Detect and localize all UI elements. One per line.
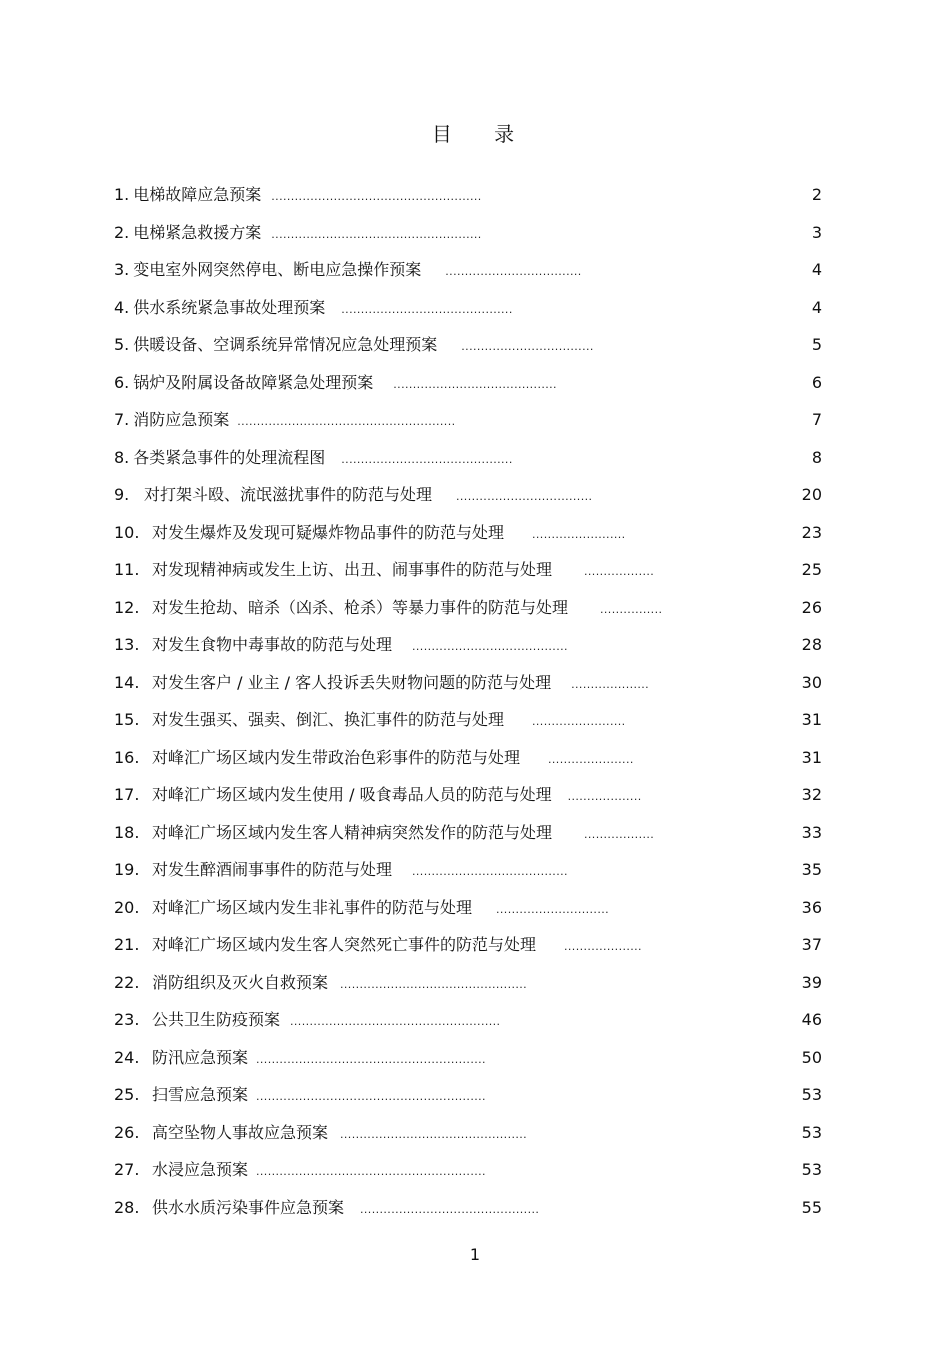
toc-entry[interactable] [114, 701, 822, 739]
toc-entry[interactable] [114, 1151, 822, 1189]
toc-entry[interactable] [114, 1076, 822, 1114]
toc-entry-page: 39 [801, 972, 822, 992]
toc-entry[interactable] [114, 364, 822, 402]
toc-entry-leader: .................. [584, 827, 655, 841]
toc-entry[interactable] [114, 626, 822, 664]
page-title: 目 录 [431, 122, 533, 146]
toc-entry-page: 20 [801, 485, 822, 504]
toc-entry-title: 电梯故障应急预案 [133, 185, 262, 204]
toc-entry[interactable] [114, 776, 822, 814]
toc-entry-page: 53 [801, 1160, 822, 1179]
toc-entry-page: 6 [811, 372, 822, 392]
toc-entry[interactable] [114, 251, 822, 289]
toc-entry-page: 5 [811, 335, 822, 354]
toc-entry-title: 扫雪应急预案 [152, 1085, 249, 1104]
toc-entry-number: 22. [114, 972, 140, 992]
toc-entry-leader: ...................................................... [290, 1015, 501, 1028]
toc-entry-title: 供水水质污染事件应急预案 [152, 1197, 345, 1217]
toc-entry-title: 锅炉及附属设备故障紧急处理预案 [133, 372, 374, 392]
toc-entry-number: 1. [114, 185, 130, 204]
toc-entry-page: 55 [801, 1197, 822, 1217]
toc-entry-leader: ............................................ [341, 302, 513, 316]
toc-entry-page: 7 [811, 410, 822, 429]
toc-entry-leader: ................................... [456, 490, 593, 503]
toc-entry-leader: ........................................................... [256, 1052, 486, 1066]
toc-entry-title: 对发生食物中毒事故的防范与处理 [152, 635, 393, 654]
toc-entry-leader: ................................... [445, 265, 582, 278]
toc-entry-title: 消防应急预案 [133, 410, 230, 429]
toc-entry-leader: .................. [584, 565, 655, 578]
toc-entry-page: 46 [801, 1010, 822, 1029]
toc-entry-number: 25. [114, 1085, 140, 1104]
toc-entry-title: 对发现精神病或发生上访、出丑、闹事事件的防范与处理 [152, 560, 553, 579]
toc-entry-title: 消防组织及灭火自救预案 [152, 972, 329, 992]
toc-entry-number: 8. [114, 447, 130, 467]
toc-entry-title: 对峰汇广场区域内发生带政治色彩事件的防范与处理 [152, 747, 521, 767]
toc-entry-page: 23 [801, 522, 822, 542]
toc-entry-number: 21. [114, 935, 140, 954]
toc-entry-number: 17. [114, 785, 140, 804]
toc-entry[interactable] [114, 589, 822, 627]
toc-entry[interactable] [114, 1114, 822, 1152]
toc-entry-leader: ........................................ [412, 865, 568, 878]
toc-entry-leader: .................... [564, 940, 642, 953]
toc-entry-title: 公共卫生防疫预案 [152, 1010, 281, 1029]
toc-entry-title: 对峰汇广场区域内发生非礼事件的防范与处理 [152, 897, 473, 917]
toc-entry-leader: ........................................................ [237, 415, 456, 428]
toc-entry-leader: ................ [600, 602, 663, 616]
toc-entry-title: 供暖设备、空调系统异常情况应急处理预案 [133, 335, 438, 354]
toc-entry-title: 供水系统紧急事故处理预案 [133, 297, 326, 317]
toc-entry-page: 37 [801, 935, 822, 954]
toc-entry-leader: ................................................ [340, 977, 528, 991]
toc-entry[interactable] [114, 214, 822, 252]
toc-entry[interactable] [114, 964, 822, 1002]
toc-entry[interactable] [114, 176, 822, 214]
toc-entry-page: 31 [801, 747, 822, 767]
toc-entry-title: 电梯紧急救援方案 [133, 222, 262, 242]
toc-entry-number: 16. [114, 747, 140, 767]
toc-entry-title: 对峰汇广场区域内发生使用 / 吸食毒品人员的防范与处理 [152, 785, 552, 804]
toc-entry-number: 14. [114, 672, 140, 692]
toc-entry-number: 18. [114, 822, 140, 842]
toc-entry-title: 水浸应急预案 [152, 1160, 249, 1179]
toc-entry-leader: .......................................... [393, 377, 557, 391]
toc-entry[interactable] [114, 476, 822, 514]
toc-entry-title: 对发生醉酒闹事事件的防范与处理 [152, 860, 393, 879]
toc-entry[interactable] [114, 814, 822, 852]
toc-entry[interactable] [114, 439, 822, 477]
toc-entry-page: 32 [801, 785, 822, 804]
toc-entry-number: 6. [114, 372, 130, 392]
toc-entry-leader: ............................................ [341, 452, 513, 466]
toc-entry-title: 各类紧急事件的处理流程图 [133, 447, 326, 467]
toc-entry-number: 7. [114, 410, 130, 429]
toc-entry-page: 50 [801, 1047, 822, 1067]
toc-entry-number: 28. [114, 1197, 140, 1217]
toc-entry-leader: ................................................ [340, 1127, 528, 1141]
toc-entry[interactable] [114, 326, 822, 364]
toc-entry-leader: ........................ [532, 527, 626, 541]
toc-entry[interactable] [114, 664, 822, 702]
toc-entry-title: 对发生爆炸及发现可疑爆炸物品事件的防范与处理 [152, 522, 505, 542]
toc-entry[interactable] [114, 1039, 822, 1077]
toc-entry-title: 防汛应急预案 [152, 1047, 249, 1067]
toc-entry-number: 4. [114, 297, 130, 317]
toc-entry-number: 11. [114, 560, 140, 579]
toc-entry-leader: ...................................................... [271, 227, 482, 241]
toc-entry-page: 53 [801, 1122, 822, 1142]
toc-entry-number: 2. [114, 222, 130, 242]
toc-entry-page: 31 [801, 710, 822, 729]
toc-entry-title: 对打架斗殴、流氓滋扰事件的防范与处理 [144, 485, 433, 504]
toc-entry-page: 8 [811, 447, 822, 467]
table-of-contents [114, 176, 822, 1226]
toc-entry[interactable] [114, 851, 822, 889]
page-number: 1 [469, 1245, 481, 1264]
toc-entry-page: 33 [801, 822, 822, 842]
toc-entry-number: 20. [114, 897, 140, 917]
toc-entry-leader: ................... [567, 790, 642, 803]
toc-entry-leader: ........................................................... [256, 1090, 486, 1103]
toc-entry-number: 26. [114, 1122, 140, 1142]
toc-entry-page: 2 [811, 185, 822, 204]
toc-entry[interactable] [114, 289, 822, 327]
toc-entry-leader: ........................ [532, 715, 626, 728]
toc-entry-page: 25 [801, 560, 822, 579]
toc-entry-number: 23. [114, 1010, 140, 1029]
toc-entry-title: 对峰汇广场区域内发生客人突然死亡事件的防范与处理 [152, 935, 537, 954]
toc-entry-leader: ...................... [548, 752, 634, 766]
toc-entry-page: 26 [801, 597, 822, 617]
toc-entry[interactable] [114, 514, 822, 552]
toc-entry-page: 53 [801, 1085, 822, 1104]
toc-entry-title: 变电室外网突然停电、断电应急操作预案 [133, 260, 422, 279]
toc-entry-number: 27. [114, 1160, 140, 1179]
toc-entry-leader: .............................................. [360, 1202, 540, 1216]
toc-entry-number: 10. [114, 522, 140, 542]
toc-entry-number: 15. [114, 710, 140, 729]
toc-entry-number: 24. [114, 1047, 140, 1067]
toc-entry-page: 36 [801, 897, 822, 917]
toc-entry-leader: ............................. [496, 902, 610, 916]
toc-entry[interactable] [114, 889, 822, 927]
toc-entry-page: 30 [801, 672, 822, 692]
toc-entry-leader: ...................................................... [271, 190, 482, 203]
toc-entry-page: 4 [811, 260, 822, 279]
toc-entry-leader: ........................................ [412, 640, 568, 653]
toc-entry-page: 3 [811, 222, 822, 242]
toc-entry-title: 对发生强买、强卖、倒汇、换汇事件的防范与处理 [152, 710, 505, 729]
toc-entry-title: 对峰汇广场区域内发生客人精神病突然发作的防范与处理 [152, 822, 553, 842]
toc-entry-number: 12. [114, 597, 140, 617]
toc-entry-leader: ........................................................... [256, 1165, 486, 1178]
toc-entry-number: 9. [114, 485, 130, 504]
toc-entry[interactable] [114, 1001, 822, 1039]
toc-entry[interactable] [114, 739, 822, 777]
toc-entry-leader: .................................. [461, 340, 594, 353]
toc-entry-page: 28 [801, 635, 822, 654]
toc-entry-title: 高空坠物人事故应急预案 [152, 1122, 329, 1142]
toc-entry-number: 13. [114, 635, 140, 654]
toc-entry[interactable] [114, 551, 822, 589]
toc-entry-number: 19. [114, 860, 140, 879]
toc-entry-title: 对发生抢劫、暗杀（凶杀、枪杀）等暴力事件的防范与处理 [152, 597, 569, 617]
toc-entry-page: 35 [801, 860, 822, 879]
toc-entry[interactable] [114, 401, 822, 439]
toc-entry[interactable] [114, 1189, 822, 1227]
toc-entry[interactable] [114, 926, 822, 964]
toc-entry-leader: .................... [571, 677, 650, 691]
toc-entry-number: 3. [114, 260, 130, 279]
toc-entry-number: 5. [114, 335, 130, 354]
toc-entry-page: 4 [811, 297, 822, 317]
toc-entry-title: 对发生客户 / 业主 / 客人投诉丢失财物问题的防范与处理 [152, 672, 552, 692]
